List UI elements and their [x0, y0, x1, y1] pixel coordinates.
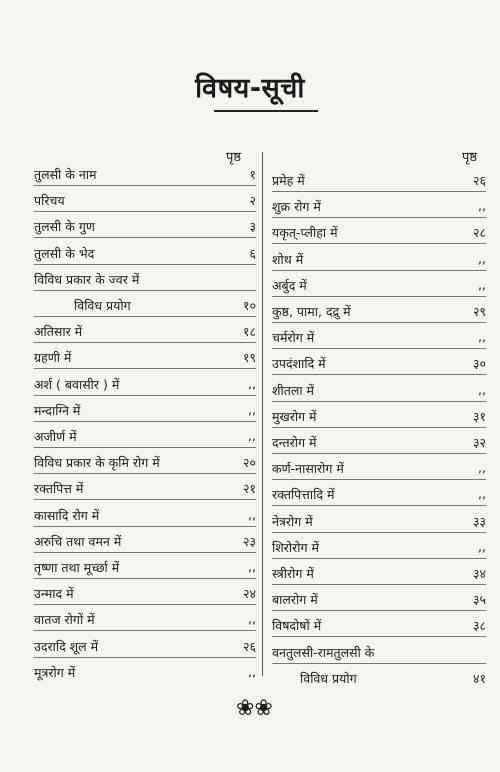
toc-entry-title: नेत्ररोग में — [272, 513, 313, 529]
toc-entry-title: विविध प्रकार के कृमि रोग में — [34, 455, 160, 471]
toc-entry-title: अर्श ( बवासीर ) में — [34, 376, 120, 392]
toc-entry-title: तुलसी के भेद — [34, 245, 95, 261]
toc-entry-title: उन्माद में — [34, 586, 74, 602]
row-rule — [272, 427, 486, 428]
toc-entry — [34, 192, 256, 212]
toc-entry-title: कर्ण-नासारोग में — [272, 461, 344, 477]
toc-entry — [272, 565, 486, 585]
row-rule — [34, 421, 256, 422]
toc-entry — [34, 559, 256, 579]
toc-entry-title: मूत्ररोग में — [34, 664, 76, 680]
toc-entry-title: अरुचि तथा वमन में — [34, 533, 122, 549]
toc-entry-title: अजीर्ण में — [34, 429, 77, 444]
row-rule — [272, 270, 486, 271]
row-rule — [272, 636, 486, 637]
toc-entry-page: २० — [242, 455, 256, 471]
toc-entry-title: तुलसी के नाम — [34, 167, 97, 182]
toc-entry — [272, 617, 486, 637]
toc-entry — [34, 454, 256, 474]
toc-entry — [34, 245, 256, 265]
toc-entry-title: परिचय — [34, 193, 65, 209]
toc-entry — [272, 251, 486, 271]
row-rule — [272, 584, 486, 585]
toc-entry-page: २१ — [242, 481, 256, 497]
row-rule — [34, 526, 256, 527]
toc-entry-title: शीतला में — [272, 382, 315, 398]
toc-entry-page: ३८ — [472, 618, 486, 634]
toc-entry-page: ६ — [249, 245, 256, 261]
toc-entry — [272, 382, 486, 402]
row-rule — [272, 532, 486, 533]
toc-entry — [272, 460, 486, 480]
toc-entry-page: ३४ — [472, 566, 486, 581]
toc-entry-page: ,, — [478, 329, 486, 345]
toc-entry — [34, 349, 256, 369]
toc-entry — [272, 670, 486, 690]
row-rule — [272, 348, 486, 349]
toc-entry-title: रक्तपित्तादि में — [272, 487, 335, 503]
row-rule — [34, 342, 256, 343]
toc-entry-page: ,, — [478, 198, 486, 214]
toc-entry — [272, 513, 486, 533]
toc-entry — [272, 303, 486, 323]
toc-entry-page: २८ — [472, 225, 486, 241]
toc-entry — [272, 198, 486, 218]
toc-entry-title: यकृत्-प्लीहा में — [272, 225, 338, 241]
toc-entry-title: अतिसार में — [34, 324, 83, 340]
row-rule — [34, 264, 256, 265]
toc-entry — [34, 376, 256, 396]
toc-entry-page: २३ — [242, 533, 256, 549]
toc-entry — [272, 224, 486, 244]
ornament-icon: ❀❀ — [236, 696, 273, 721]
toc-entry-page: २६ — [472, 173, 486, 188]
left-page-column-label: पृष्ठ — [226, 150, 242, 165]
toc-entry — [272, 486, 486, 506]
toc-entry-title: कुष्ठ, पामा, दद्रु में — [272, 304, 351, 319]
toc-entry — [34, 297, 256, 317]
title-underline — [214, 110, 318, 112]
row-rule — [272, 453, 486, 454]
toc-entry — [34, 323, 256, 343]
toc-entry-title: शुक्र रोग में — [272, 199, 321, 215]
toc-entry-page: २४ — [242, 586, 256, 602]
toc-entry — [34, 166, 256, 186]
toc-entry — [34, 638, 256, 658]
row-rule — [34, 552, 256, 553]
toc-entry — [272, 355, 486, 375]
row-rule — [34, 237, 256, 238]
row-rule — [34, 316, 256, 317]
row-rule — [34, 499, 256, 500]
toc-entry-title: अर्बुद में — [272, 277, 307, 293]
row-rule — [272, 296, 486, 297]
toc-entry-page: ,, — [248, 506, 256, 522]
toc-entry-page: ,, — [248, 401, 256, 417]
row-rule — [272, 191, 486, 192]
toc-entry-title: विषदोषों में — [272, 618, 322, 634]
toc-entry-page: ,, — [478, 250, 486, 266]
toc-entry-page: १८ — [242, 324, 256, 340]
toc-entry-title: विविध प्रयोग — [300, 670, 357, 686]
toc-entry-page: १९ — [242, 350, 256, 366]
toc-entry-page: ४१ — [472, 670, 486, 686]
toc-entry-page: ३५ — [472, 592, 486, 608]
toc-entry-title: रक्तपित्त में — [34, 481, 84, 497]
row-rule — [34, 604, 256, 605]
toc-entry-page: ३३ — [472, 513, 486, 529]
toc-entry-title: शोथ में — [272, 251, 304, 267]
toc-entry-title: बालरोग में — [272, 592, 318, 608]
toc-entry-page: ,, — [478, 486, 486, 502]
row-rule — [272, 322, 486, 323]
toc-entry-page: २ — [249, 193, 256, 209]
row-rule — [272, 558, 486, 559]
row-rule — [34, 630, 256, 631]
toc-entry — [34, 507, 256, 527]
toc-entry-title: वातज रोगों में — [34, 612, 95, 628]
toc-entry-title: मन्दाग्नि में — [34, 402, 81, 418]
toc-entry-page: २६ — [242, 638, 256, 654]
toc-entry — [272, 172, 486, 192]
row-rule — [272, 243, 486, 244]
toc-entry-page: ३ — [249, 219, 256, 235]
toc-entry-page: २९ — [472, 304, 486, 319]
row-rule — [34, 578, 256, 579]
toc-entry — [34, 402, 256, 422]
row-rule — [272, 401, 486, 402]
row-rule — [34, 211, 256, 212]
toc-entry — [34, 218, 256, 238]
toc-entry-page: ,, — [248, 663, 256, 679]
toc-entry-title: उपदंशादि में — [272, 356, 326, 372]
toc-entry-page: ३२ — [472, 435, 486, 450]
toc-entry-page: ,, — [478, 381, 486, 397]
toc-entry — [34, 533, 256, 553]
toc-entry-title: विविध प्रकार के ज्वर में — [34, 271, 140, 287]
row-rule — [272, 479, 486, 480]
toc-entry — [272, 434, 486, 454]
toc-entry — [272, 539, 486, 559]
page-title: विषय-सूची — [195, 73, 305, 104]
right-page-column-label: पृष्ठ — [462, 150, 478, 165]
toc-entry-title: विविध प्रयोग — [74, 298, 131, 313]
toc-entry-title: चर्मरोग में — [272, 330, 315, 346]
toc-entry-page: ,, — [248, 428, 256, 443]
toc-entry-title: तृष्णा तथा मूर्च्छा में — [34, 560, 120, 575]
toc-entry-title: उदरादि शूल में — [34, 638, 99, 654]
toc-entry — [34, 480, 256, 500]
toc-entry — [272, 591, 486, 611]
toc-entry — [272, 277, 486, 297]
toc-entry-page: ३० — [472, 356, 486, 372]
toc-entry-title: ग्रहणी में — [34, 350, 72, 366]
row-rule — [272, 505, 486, 506]
toc-entry-title: शिरोरोग में — [272, 539, 319, 555]
toc-entry-title: दन्तरोग में — [272, 435, 317, 450]
row-rule — [272, 374, 486, 375]
toc-entry-title: वनतुलसी-रामतुलसी के — [272, 644, 375, 660]
toc-entry — [34, 428, 256, 448]
toc-entry — [34, 664, 256, 684]
toc-entry-title: मुखरोग में — [272, 408, 317, 424]
toc-entry — [272, 644, 486, 664]
row-rule — [34, 447, 256, 448]
toc-entry — [272, 408, 486, 428]
toc-entry-title: कासादि रोग में — [34, 507, 100, 523]
row-rule — [272, 217, 486, 218]
toc-entry-page: १० — [242, 298, 256, 313]
toc-entry-page: ,, — [478, 538, 486, 554]
toc-entry-page: ,, — [248, 611, 256, 627]
toc-entry-title: तुलसी के गुण — [34, 219, 95, 235]
toc-entry-page: ,, — [248, 559, 256, 574]
toc-entry-page: ,, — [478, 460, 486, 476]
row-rule — [34, 657, 256, 658]
row-rule — [34, 290, 256, 291]
toc-entry-page: ३१ — [472, 408, 486, 424]
toc-entry — [34, 585, 256, 605]
toc-entry — [34, 271, 256, 291]
toc-entry-page: ,, — [478, 276, 486, 292]
toc-entry-title: स्त्रीरोग में — [272, 566, 314, 581]
row-rule — [34, 395, 256, 396]
toc-entry-title: प्रमेह में — [272, 173, 305, 188]
column-divider — [262, 152, 263, 676]
toc-entry-page: ,, — [248, 375, 256, 391]
toc-entry — [272, 329, 486, 349]
row-rule — [34, 473, 256, 474]
row-rule — [34, 368, 256, 369]
row-rule — [272, 610, 486, 611]
row-rule — [272, 663, 486, 664]
toc-entry-page: १ — [249, 167, 256, 182]
toc-entry — [34, 611, 256, 631]
row-rule — [34, 185, 256, 186]
